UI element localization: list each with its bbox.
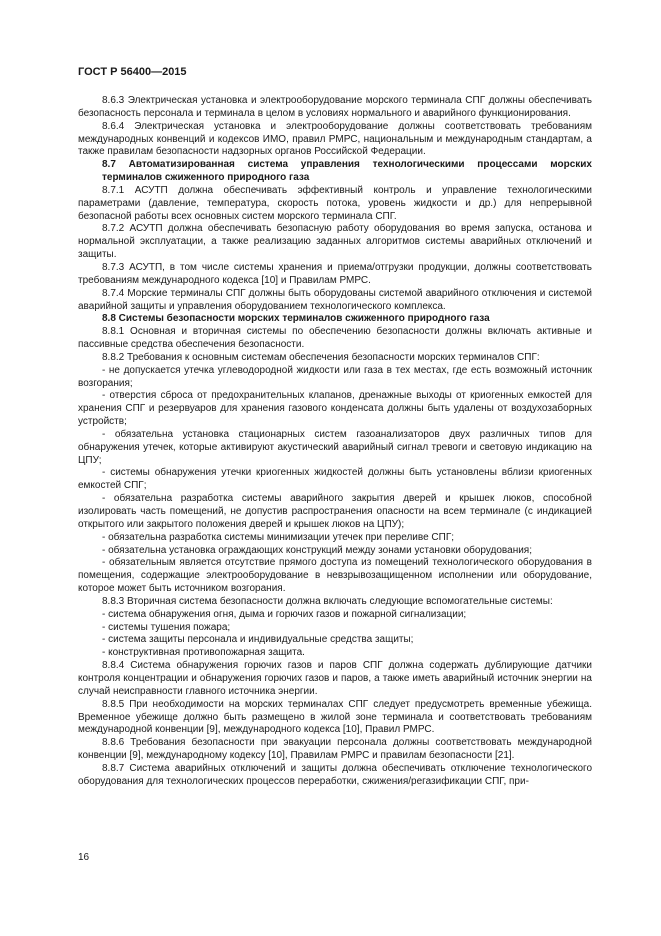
section-heading: 8.8 Системы безопасности морских терминалов сжиженного природного газа xyxy=(102,313,490,325)
paragraph: 8.6.3 Электрическая установка и электрооборудование морского терминала СПГ должны обеспечивать безопасность персонала и терминала в целом в условиях нормального и аварийного функционирования. xyxy=(78,95,592,119)
paragraph: 8.8.5 При необходимости на морских терминалах СПГ следует предусмотреть временные убежища. Временное убежище должно быть размещено в жилой зоне терминала и соответствовать требованиям международной конвенции [9], международного кодекса [10], Правил РМРС. xyxy=(78,698,592,736)
paragraph: 8.8.6 Требования безопасности при эвакуации персонала должны соответствовать международной конвенции [9], международному кодексу [10], Правилам РМРС и правилам безопасности [21]. xyxy=(78,737,592,762)
list-item: - системы тушения пожара; xyxy=(102,621,231,633)
list-item: - не допускается утечка углеводородной жидкости или газа в тех местах, где есть возможный источник возгорания; xyxy=(78,364,592,389)
list-item: - система обнаружения огня, дыма и горючих газов и пожарной сигнализации; xyxy=(102,608,467,620)
paragraph: 8.7.4 Морские терминалы СПГ должны быть оборудованы системой аварийного отключения и системой аварийной защиты и управления оборудованием технологического комплекса. xyxy=(78,287,592,312)
paragraph: 8.7.2 АСУТП должна обеспечивать безопасную работу оборудования во время запуска, останова и нормальной эксплуатации, а также реализацию заданных алгоритмов системы аварийных отключений и защиты. xyxy=(78,223,592,261)
list-item: - обязательна разработка системы минимизации утечек при переливе СПГ; xyxy=(102,531,455,543)
section-heading: 8.7 Автоматизированная система управления технологическими процессами морских терминалов сжиженного природного газа xyxy=(102,159,592,184)
list-item: - отверстия сброса от предохранительных клапанов, дренажные выходы от криогенных емкостей для хранения СПГ и резервуаров для хранения газового конденсата должны быть удалены от воздухозаборных устройств; xyxy=(78,390,592,428)
list-item: - обязательна установка стационарных систем газоанализаторов двух различных типов для обнаружения утечек, которые активируют акустический аварийный сигнал тревоги и световую индикацию на ЦПУ; xyxy=(78,428,592,466)
list-item: - обязательна разработка системы аварийного закрытия дверей и крышек люков, способной изолировать часть помещений, не допустив распространения опасности на всем терминале (с индикацией открытого или закрытого положения дверей и крышек люков на ЦПУ); xyxy=(78,493,592,530)
list-item: - обязательна установка ограждающих конструкций между зонами установки оборудования; xyxy=(102,544,532,556)
paragraph: 8.6.4 Электрическая установка и электрооборудование должны соответствовать требованиям международных конвенций и кодексов ИМО, правил РМРС, национальным и международным стандартам, а также правилам безопасности надзорных органов Российской Федерации. xyxy=(78,120,592,158)
paragraph: 8.8.7 Система аварийных отключений и защиты должна обеспечивать отключение технологического оборудования для технологических процессов переработки, сжижения/регазификации СПГ, при- xyxy=(78,762,592,787)
page-number: 16 xyxy=(78,852,90,863)
list-item: - обязательным является отсутствие прямого доступа из помещений технологического оборудования в помещения, содержащие электрооборудование в невзрывозащищенном исполнении или оборудование, которое может быть источником возгорания. xyxy=(78,557,592,595)
paragraph: 8.8.3 Вторичная система безопасности должна включать следующие вспомогательные системы: xyxy=(102,595,553,607)
paragraph: 8.8.1 Основная и вторичная системы по обеспечению безопасности должны включать активные и пассивные средства обеспечения безопасности. xyxy=(78,326,592,351)
document-header: ГОСТ Р 56400—2015 xyxy=(78,66,187,78)
list-item: - система защиты персонала и индивидуальные средства защиты; xyxy=(102,634,414,646)
list-item: - конструктивная противопожарная защита. xyxy=(102,647,305,659)
paragraph: 8.8.4 Система обнаружения горючих газов и паров СПГ должна содержать дублирующие датчики контроля концентрации и обнаружения горючих газов и паров, а также иметь аварийный источник энергии на случай неисправности главного источника энергии. xyxy=(78,660,592,697)
document-body xyxy=(78,95,592,789)
paragraph: 8.7.3 АСУТП, в том числе системы хранения и приема/отгрузки продукции, должны соответствовать требованиям международного кодекса [10] и Правилам РМРС. xyxy=(78,261,592,286)
paragraph: 8.8.2 Требования к основным системам обеспечения безопасности морских терминалов СПГ: xyxy=(102,351,540,363)
list-item: - системы обнаружения утечки криогенных жидкостей должны быть установлены вблизи криогенных емкостей СПГ; xyxy=(78,467,592,492)
paragraph: 8.7.1 АСУТП должна обеспечивать эффективный контроль и управление технологическими параметрами (давление, температура, скорость потока, уровень жидкости и др.) для непрерывной безопасной работы всех основных систем морского терминала СПГ. xyxy=(78,184,592,222)
